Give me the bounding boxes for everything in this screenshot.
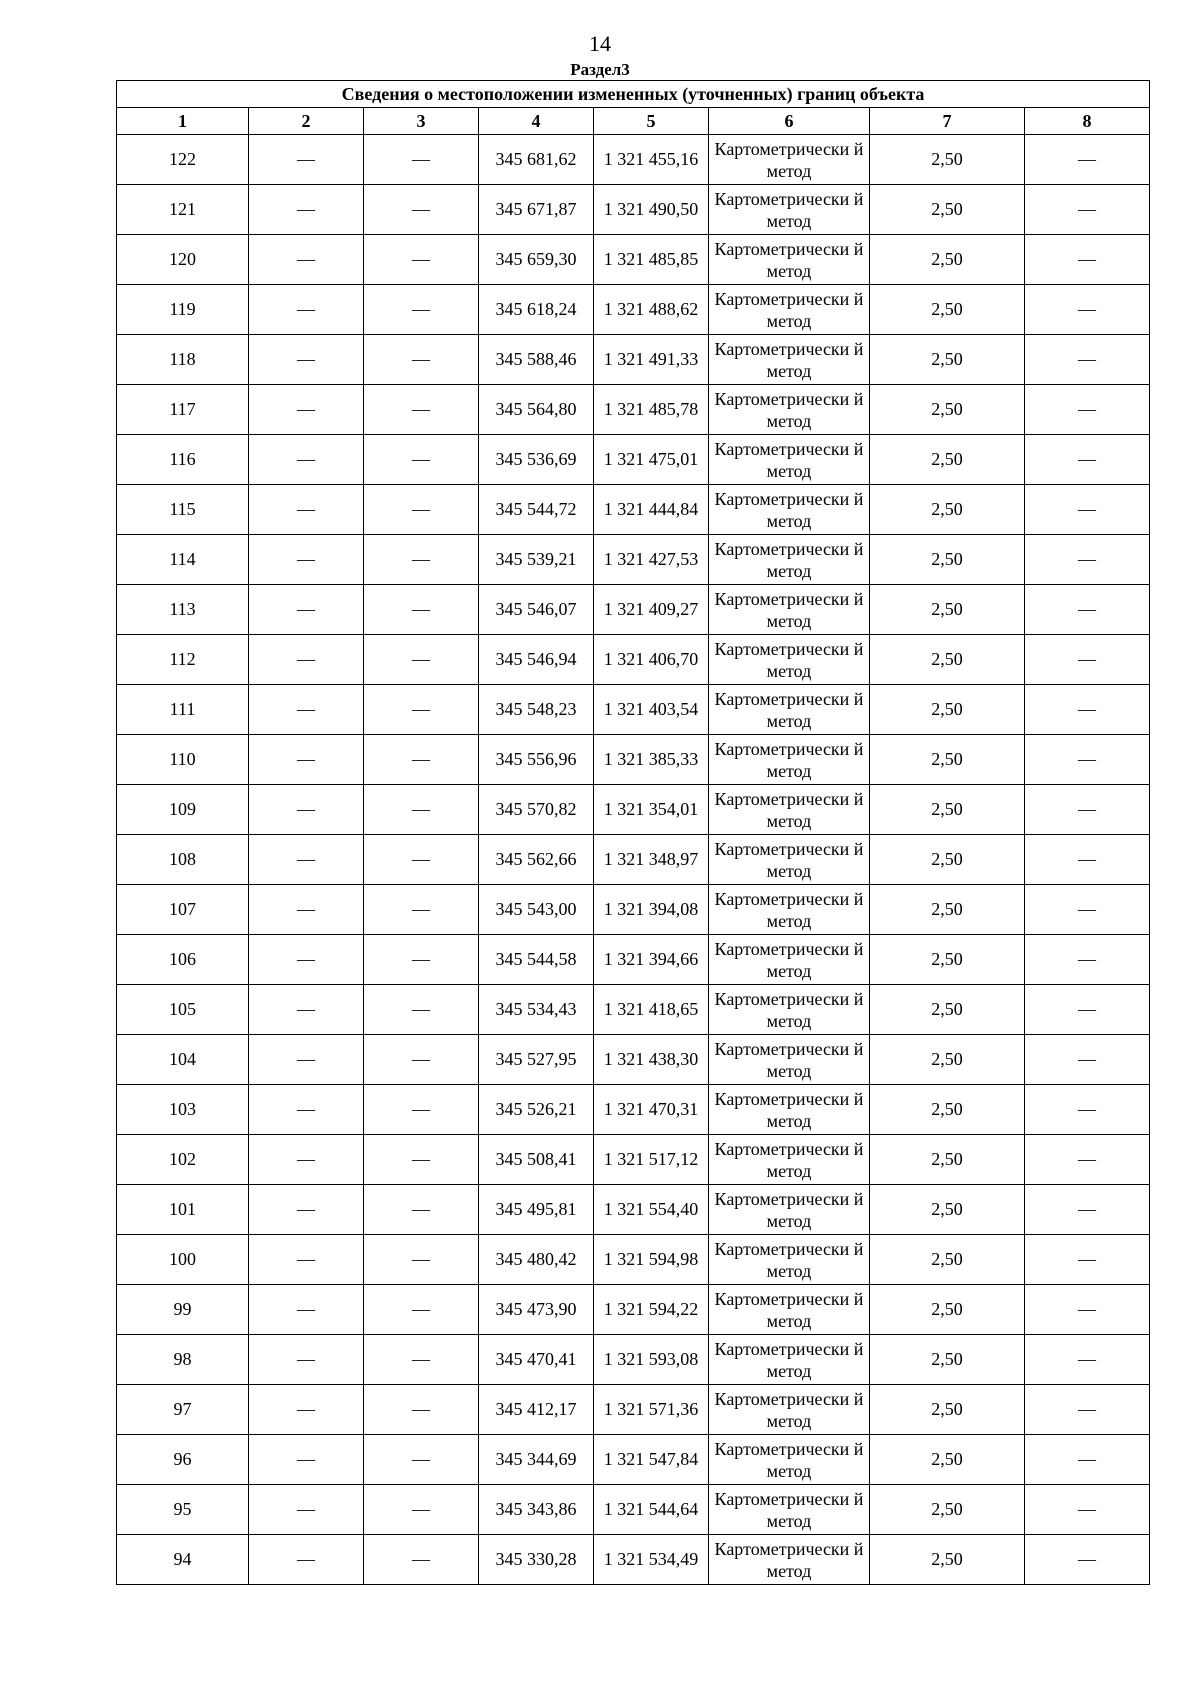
table-row [117, 285, 1150, 335]
cell-col8: — [1025, 1185, 1150, 1235]
method-cell: Картометрически й метод [709, 485, 870, 535]
cell-col8: — [1025, 235, 1150, 285]
cell-col8: — [1025, 485, 1150, 535]
table-row [117, 1535, 1150, 1585]
point-number-cell: 108 [117, 835, 249, 885]
cell-col8: — [1025, 335, 1150, 385]
cell-col3: — [364, 935, 479, 985]
accuracy-cell: 2,50 [870, 1085, 1025, 1135]
cell-col3: — [364, 685, 479, 735]
table-body [117, 135, 1150, 1585]
cell-col3: — [364, 485, 479, 535]
cell-col8: — [1025, 985, 1150, 1035]
table-row [117, 1085, 1150, 1135]
point-number-cell: 120 [117, 235, 249, 285]
coordinates-table [116, 80, 1150, 1585]
accuracy-cell: 2,50 [870, 535, 1025, 585]
cell-col2: — [249, 1385, 364, 1435]
cell-col3: — [364, 635, 479, 685]
table-row [117, 935, 1150, 985]
accuracy-cell: 2,50 [870, 435, 1025, 485]
point-number-cell: 94 [117, 1535, 249, 1585]
coord-y-cell: 1 321 594,98 [594, 1235, 709, 1285]
table-caption: Сведения о местоположении измененных (уточненных) границ объекта [117, 81, 1150, 108]
coord-y-cell: 1 321 409,27 [594, 585, 709, 635]
method-cell: Картометрически й метод [709, 1335, 870, 1385]
method-cell: Картометрически й метод [709, 535, 870, 585]
cell-col8: — [1025, 285, 1150, 335]
coord-y-cell: 1 321 571,36 [594, 1385, 709, 1435]
cell-col8: — [1025, 1135, 1150, 1185]
coord-y-cell: 1 321 444,84 [594, 485, 709, 535]
cell-col3: — [364, 1135, 479, 1185]
table-row [117, 135, 1150, 185]
cell-col2: — [249, 1185, 364, 1235]
table-row [117, 385, 1150, 435]
cell-col3: — [364, 1385, 479, 1435]
table-row [117, 1385, 1150, 1435]
point-number-cell: 98 [117, 1335, 249, 1385]
cell-col2: — [249, 385, 364, 435]
table-row [117, 1285, 1150, 1335]
cell-col2: — [249, 685, 364, 735]
coord-y-cell: 1 321 406,70 [594, 635, 709, 685]
cell-col2: — [249, 1335, 364, 1385]
coord-x-cell: 345 473,90 [479, 1285, 594, 1335]
method-cell: Картометрически й метод [709, 685, 870, 735]
table-row [117, 485, 1150, 535]
coord-x-cell: 345 544,72 [479, 485, 594, 535]
cell-col8: — [1025, 935, 1150, 985]
coord-x-cell: 345 534,43 [479, 985, 594, 1035]
point-number-cell: 121 [117, 185, 249, 235]
method-cell: Картометрически й метод [709, 735, 870, 785]
page-number: 14 [589, 31, 611, 56]
column-header: 1 [117, 108, 249, 135]
coord-x-cell: 345 539,21 [479, 535, 594, 585]
coord-x-cell: 345 470,41 [479, 1335, 594, 1385]
accuracy-cell: 2,50 [870, 135, 1025, 185]
cell-col8: — [1025, 185, 1150, 235]
accuracy-cell: 2,50 [870, 185, 1025, 235]
coord-y-cell: 1 321 475,01 [594, 435, 709, 485]
point-number-cell: 119 [117, 285, 249, 335]
point-number-cell: 102 [117, 1135, 249, 1185]
point-number-cell: 111 [117, 685, 249, 735]
table-row [117, 235, 1150, 285]
cell-col2: — [249, 235, 364, 285]
cell-col2: — [249, 785, 364, 835]
coord-y-cell: 1 321 593,08 [594, 1335, 709, 1385]
cell-col3: — [364, 385, 479, 435]
coord-y-cell: 1 321 470,31 [594, 1085, 709, 1135]
cell-col8: — [1025, 535, 1150, 585]
accuracy-cell: 2,50 [870, 1285, 1025, 1335]
coord-x-cell: 345 527,95 [479, 1035, 594, 1085]
cell-col2: — [249, 135, 364, 185]
accuracy-cell: 2,50 [870, 1235, 1025, 1285]
method-cell: Картометрически й метод [709, 635, 870, 685]
cell-col8: — [1025, 685, 1150, 735]
table-row [117, 1435, 1150, 1485]
cell-col2: — [249, 335, 364, 385]
cell-col3: — [364, 885, 479, 935]
cell-col3: — [364, 435, 479, 485]
method-cell: Картометрически й метод [709, 935, 870, 985]
coord-y-cell: 1 321 385,33 [594, 735, 709, 785]
coord-x-cell: 345 548,23 [479, 685, 594, 735]
accuracy-cell: 2,50 [870, 685, 1025, 735]
cell-col2: — [249, 1085, 364, 1135]
coord-y-cell: 1 321 455,16 [594, 135, 709, 185]
point-number-cell: 100 [117, 1235, 249, 1285]
accuracy-cell: 2,50 [870, 1135, 1025, 1185]
method-cell: Картометрически й метод [709, 1285, 870, 1335]
section-title: Раздел3 [570, 60, 630, 79]
point-number-cell: 106 [117, 935, 249, 985]
cell-col3: — [364, 1285, 479, 1335]
accuracy-cell: 2,50 [870, 985, 1025, 1035]
cell-col2: — [249, 985, 364, 1035]
cell-col3: — [364, 1485, 479, 1535]
coord-y-cell: 1 321 485,85 [594, 235, 709, 285]
cell-col2: — [249, 885, 364, 935]
coord-x-cell: 345 659,30 [479, 235, 594, 285]
table-row [117, 535, 1150, 585]
cell-col8: — [1025, 585, 1150, 635]
cell-col3: — [364, 285, 479, 335]
table-row [117, 1185, 1150, 1235]
coord-y-cell: 1 321 438,30 [594, 1035, 709, 1085]
coord-x-cell: 345 544,58 [479, 935, 594, 985]
accuracy-cell: 2,50 [870, 285, 1025, 335]
point-number-cell: 99 [117, 1285, 249, 1335]
point-number-cell: 109 [117, 785, 249, 835]
cell-col3: — [364, 585, 479, 635]
coord-y-cell: 1 321 547,84 [594, 1435, 709, 1485]
table-row [117, 785, 1150, 835]
method-cell: Картометрически й метод [709, 985, 870, 1035]
cell-col2: — [249, 1235, 364, 1285]
point-number-cell: 118 [117, 335, 249, 385]
cell-col3: — [364, 535, 479, 585]
column-header: 6 [709, 108, 870, 135]
method-cell: Картометрически й метод [709, 335, 870, 385]
coord-x-cell: 345 526,21 [479, 1085, 594, 1135]
coord-y-cell: 1 321 544,64 [594, 1485, 709, 1535]
coord-y-cell: 1 321 517,12 [594, 1135, 709, 1185]
coord-y-cell: 1 321 490,50 [594, 185, 709, 235]
point-number-cell: 105 [117, 985, 249, 1035]
point-number-cell: 104 [117, 1035, 249, 1085]
table-row [117, 685, 1150, 735]
method-cell: Картометрически й метод [709, 1535, 870, 1585]
method-cell: Картометрически й метод [709, 135, 870, 185]
cell-col3: — [364, 985, 479, 1035]
coord-x-cell: 345 508,41 [479, 1135, 594, 1185]
coord-y-cell: 1 321 394,66 [594, 935, 709, 985]
coord-y-cell: 1 321 418,65 [594, 985, 709, 1035]
accuracy-cell: 2,50 [870, 1385, 1025, 1435]
cell-col2: — [249, 185, 364, 235]
coord-y-cell: 1 321 554,40 [594, 1185, 709, 1235]
coord-x-cell: 345 570,82 [479, 785, 594, 835]
point-number-cell: 114 [117, 535, 249, 585]
cell-col2: — [249, 1435, 364, 1485]
column-header: 3 [364, 108, 479, 135]
accuracy-cell: 2,50 [870, 785, 1025, 835]
method-cell: Картометрически й метод [709, 385, 870, 435]
method-cell: Картометрически й метод [709, 885, 870, 935]
cell-col3: — [364, 735, 479, 785]
accuracy-cell: 2,50 [870, 335, 1025, 385]
point-number-cell: 97 [117, 1385, 249, 1435]
point-number-cell: 122 [117, 135, 249, 185]
cell-col3: — [364, 185, 479, 235]
accuracy-cell: 2,50 [870, 585, 1025, 635]
table-row [117, 1335, 1150, 1385]
coord-y-cell: 1 321 491,33 [594, 335, 709, 385]
method-cell: Картометрически й метод [709, 435, 870, 485]
coord-y-cell: 1 321 394,08 [594, 885, 709, 935]
cell-col2: — [249, 1135, 364, 1185]
method-cell: Картометрически й метод [709, 1085, 870, 1135]
cell-col2: — [249, 435, 364, 485]
cell-col2: — [249, 485, 364, 535]
cell-col2: — [249, 1035, 364, 1085]
cell-col8: — [1025, 835, 1150, 885]
column-header: 4 [479, 108, 594, 135]
cell-col8: — [1025, 1285, 1150, 1335]
coord-y-cell: 1 321 534,49 [594, 1535, 709, 1585]
method-cell: Картометрически й метод [709, 1385, 870, 1435]
cell-col3: — [364, 235, 479, 285]
cell-col2: — [249, 285, 364, 335]
cell-col3: — [364, 135, 479, 185]
accuracy-cell: 2,50 [870, 835, 1025, 885]
point-number-cell: 116 [117, 435, 249, 485]
cell-col2: — [249, 635, 364, 685]
method-cell: Картометрически й метод [709, 185, 870, 235]
table-row [117, 1485, 1150, 1535]
cell-col8: — [1025, 885, 1150, 935]
point-number-cell: 112 [117, 635, 249, 685]
cell-col8: — [1025, 385, 1150, 435]
coord-x-cell: 345 536,69 [479, 435, 594, 485]
table-row [117, 635, 1150, 685]
column-header: 8 [1025, 108, 1150, 135]
table-row [117, 1035, 1150, 1085]
cell-col8: — [1025, 1485, 1150, 1535]
cell-col3: — [364, 1035, 479, 1085]
accuracy-cell: 2,50 [870, 485, 1025, 535]
accuracy-cell: 2,50 [870, 1335, 1025, 1385]
table-row [117, 885, 1150, 935]
cell-col2: — [249, 535, 364, 585]
cell-col8: — [1025, 1535, 1150, 1585]
table-row [117, 1235, 1150, 1285]
coord-y-cell: 1 321 403,54 [594, 685, 709, 735]
point-number-cell: 113 [117, 585, 249, 635]
table-row [117, 735, 1150, 785]
coord-x-cell: 345 330,28 [479, 1535, 594, 1585]
accuracy-cell: 2,50 [870, 1435, 1025, 1485]
cell-col8: — [1025, 1085, 1150, 1135]
coord-y-cell: 1 321 485,78 [594, 385, 709, 435]
method-cell: Картометрически й метод [709, 785, 870, 835]
coord-y-cell: 1 321 348,97 [594, 835, 709, 885]
coord-y-cell: 1 321 594,22 [594, 1285, 709, 1335]
point-number-cell: 117 [117, 385, 249, 435]
coord-x-cell: 345 344,69 [479, 1435, 594, 1485]
cell-col3: — [364, 1435, 479, 1485]
accuracy-cell: 2,50 [870, 1035, 1025, 1085]
point-number-cell: 95 [117, 1485, 249, 1535]
cell-col2: — [249, 1485, 364, 1535]
cell-col3: — [364, 785, 479, 835]
point-number-cell: 107 [117, 885, 249, 935]
table-row [117, 985, 1150, 1035]
coord-x-cell: 345 480,42 [479, 1235, 594, 1285]
method-cell: Картометрически й метод [709, 835, 870, 885]
cell-col8: — [1025, 635, 1150, 685]
coord-x-cell: 345 543,00 [479, 885, 594, 935]
coord-x-cell: 345 546,07 [479, 585, 594, 635]
coord-x-cell: 345 681,62 [479, 135, 594, 185]
cell-col3: — [364, 1535, 479, 1585]
point-number-cell: 101 [117, 1185, 249, 1235]
column-header: 7 [870, 108, 1025, 135]
accuracy-cell: 2,50 [870, 885, 1025, 935]
cell-col8: — [1025, 1385, 1150, 1435]
method-cell: Картометрически й метод [709, 1135, 870, 1185]
accuracy-cell: 2,50 [870, 635, 1025, 685]
method-cell: Картометрически й метод [709, 585, 870, 635]
cell-col8: — [1025, 435, 1150, 485]
accuracy-cell: 2,50 [870, 235, 1025, 285]
coord-x-cell: 345 671,87 [479, 185, 594, 235]
cell-col8: — [1025, 1335, 1150, 1385]
table-row [117, 335, 1150, 385]
cell-col2: — [249, 735, 364, 785]
coord-x-cell: 345 412,17 [479, 1385, 594, 1435]
point-number-cell: 96 [117, 1435, 249, 1485]
coord-y-cell: 1 321 354,01 [594, 785, 709, 835]
table-row [117, 835, 1150, 885]
method-cell: Картометрически й метод [709, 1235, 870, 1285]
coord-x-cell: 345 588,46 [479, 335, 594, 385]
method-cell: Картометрически й метод [709, 1435, 870, 1485]
table-row [117, 585, 1150, 635]
accuracy-cell: 2,50 [870, 1535, 1025, 1585]
coord-x-cell: 345 564,80 [479, 385, 594, 435]
coord-x-cell: 345 556,96 [479, 735, 594, 785]
point-number-cell: 115 [117, 485, 249, 535]
cell-col8: — [1025, 1035, 1150, 1085]
cell-col2: — [249, 1535, 364, 1585]
cell-col2: — [249, 1285, 364, 1335]
column-header: 2 [249, 108, 364, 135]
coord-x-cell: 345 546,94 [479, 635, 594, 685]
accuracy-cell: 2,50 [870, 385, 1025, 435]
coord-y-cell: 1 321 488,62 [594, 285, 709, 335]
cell-col3: — [364, 1185, 479, 1235]
accuracy-cell: 2,50 [870, 1485, 1025, 1535]
cell-col8: — [1025, 785, 1150, 835]
coord-y-cell: 1 321 427,53 [594, 535, 709, 585]
table-row [117, 435, 1150, 485]
coord-x-cell: 345 562,66 [479, 835, 594, 885]
method-cell: Картометрически й метод [709, 1185, 870, 1235]
accuracy-cell: 2,50 [870, 935, 1025, 985]
method-cell: Картометрически й метод [709, 235, 870, 285]
cell-col3: — [364, 335, 479, 385]
table-header-row [117, 108, 1150, 135]
accuracy-cell: 2,50 [870, 735, 1025, 785]
point-number-cell: 103 [117, 1085, 249, 1135]
method-cell: Картометрически й метод [709, 1485, 870, 1535]
cell-col3: — [364, 835, 479, 885]
table-row [117, 1135, 1150, 1185]
cell-col3: — [364, 1335, 479, 1385]
coord-x-cell: 345 343,86 [479, 1485, 594, 1535]
cell-col2: — [249, 585, 364, 635]
cell-col8: — [1025, 135, 1150, 185]
column-header: 5 [594, 108, 709, 135]
coord-x-cell: 345 618,24 [479, 285, 594, 335]
point-number-cell: 110 [117, 735, 249, 785]
accuracy-cell: 2,50 [870, 1185, 1025, 1235]
cell-col3: — [364, 1235, 479, 1285]
method-cell: Картометрически й метод [709, 1035, 870, 1085]
cell-col8: — [1025, 1235, 1150, 1285]
cell-col2: — [249, 935, 364, 985]
cell-col2: — [249, 835, 364, 885]
method-cell: Картометрически й метод [709, 285, 870, 335]
cell-col3: — [364, 1085, 479, 1135]
cell-col8: — [1025, 1435, 1150, 1485]
cell-col8: — [1025, 735, 1150, 785]
table-row [117, 185, 1150, 235]
coord-x-cell: 345 495,81 [479, 1185, 594, 1235]
